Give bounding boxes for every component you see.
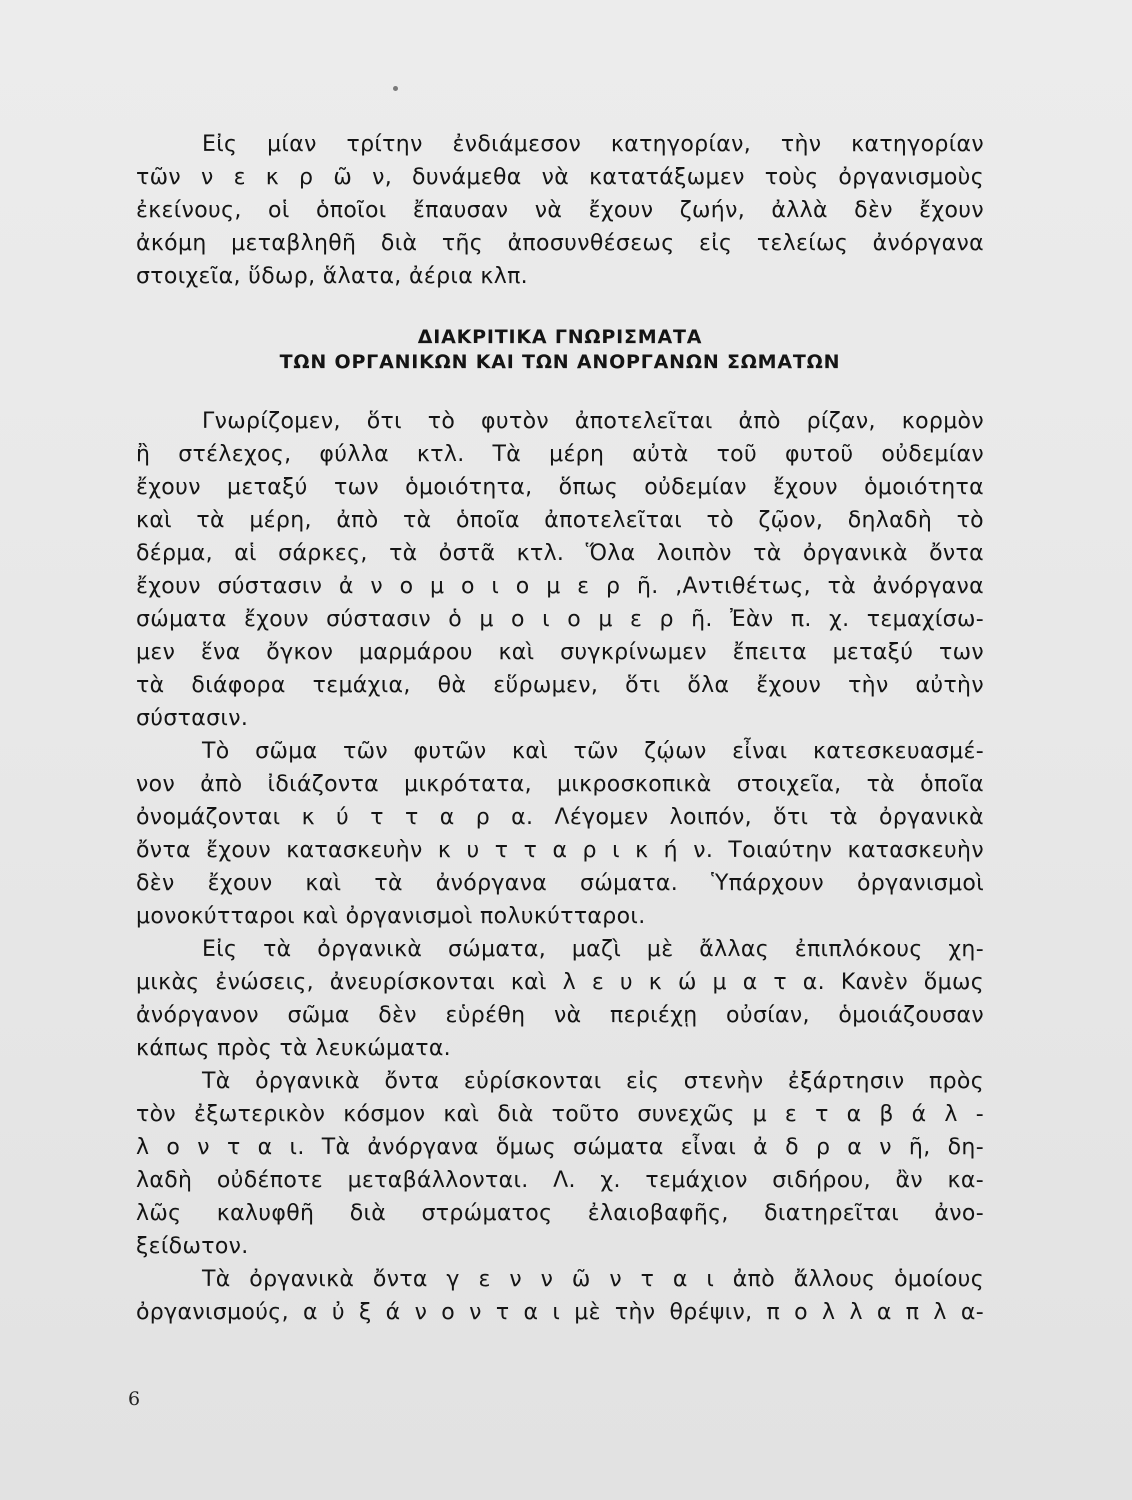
body-line: μεν ἕνα ὄγκον μαρμάρου καὶ συγκρίνωμεν ἔπειτα μεταξύ των	[136, 640, 984, 665]
body-line: μονοκύτταροι καὶ ὀργανισμοὶ πολυκύτταροι.	[136, 904, 646, 929]
body-line: Τὰ ὀργανικὰ ὄντα γ ε ν ν ῶ ν τ α ι ἀπὸ ἄλλους ὁμοίους	[202, 1267, 984, 1292]
body-line: νον ἀπὸ ἰδιάζοντα μικρότατα, μικροσκοπικὰ στοιχεῖα, τὰ ὁποῖα	[136, 772, 984, 797]
body-line: κάπως πρὸς τὰ λευκώματα.	[136, 1036, 452, 1061]
body-line: Τὰ ὀργανικὰ ὄντα εὑρίσκονται εἰς στενὴν ἐξάρτησιν πρὸς	[202, 1069, 984, 1094]
body-line: ἀνόργανον σῶμα δὲν εὑρέθη νὰ περιέχῃ οὐσίαν, ὁμοιάζουσαν	[136, 1003, 984, 1028]
body-line: λ ο ν τ α ι. Τὰ ἀνόργανα ὅμως σώματα εἶναι ἀ δ ρ α ν ῆ, δη-	[136, 1135, 984, 1160]
body-line: ἔχουν σύστασιν ἀ ν ο μ ο ι ο μ ε ρ ῆ. ,Αντιθέτως, τὰ ἀνόργανα	[136, 574, 984, 599]
body-line: μικὰς ἐνώσεις, ἀνευρίσκονται καὶ λ ε υ κ ώ μ α τ α. Κανὲν ὅμως	[136, 970, 984, 995]
body-line: ξείδωτον.	[136, 1234, 249, 1259]
section-heading-line-2: ΤΩΝ ΟΡΓΑΝΙΚΩΝ ΚΑΙ ΤΩΝ ΑΝΟΡΓΑΝΩΝ ΣΩΜΑΤΩΝ	[279, 351, 841, 373]
body-line: λαδὴ οὐδέποτε μεταβάλλονται. Λ. χ. τεμάχιον σιδήρου, ἂν κα-	[136, 1168, 984, 1193]
body-line: τὰ διάφορα τεμάχια, θὰ εὕρωμεν, ὅτι ὅλα ἔχουν τὴν αὐτὴν	[136, 673, 984, 698]
body-line: ὀνομάζονται κ ύ τ τ α ρ α. Λέγομεν λοιπόν, ὅτι τὰ ὀργανικὰ	[136, 805, 984, 830]
intro-line: ἐκείνους, οἱ ὁποῖοι ἔπαυσαν νὰ ἔχουν ζωήν, ἀλλὰ δὲν ἔχουν	[136, 198, 984, 223]
body-line: σώματα ἔχουν σύστασιν ὁ μ ο ι ο μ ε ρ ῆ. Ἐὰν π. χ. τεμαχίσω-	[136, 607, 984, 632]
body-line: ὀργανισμούς, α ὐ ξ ά ν ο ν τ α ι μὲ τὴν θρέψιν, π ο λ λ α π λ α-	[136, 1300, 984, 1325]
body-line: δέρμα, αἱ σάρκες, τὰ ὀστᾶ κτλ. Ὅλα λοιπὸν τὰ ὀργανικὰ ὄντα	[136, 541, 984, 566]
body-line: σύστασιν.	[136, 706, 249, 731]
body-line: καὶ τὰ μέρη, ἀπὸ τὰ ὁποῖα ἀποτελεῖται τὸ ζῷον, δηλαδὴ τὸ	[136, 508, 984, 533]
page-number: 6	[128, 1388, 141, 1410]
body-line: Γνωρίζομεν, ὅτι τὸ φυτὸν ἀποτελεῖται ἀπὸ ρίζαν, κορμὸν	[202, 409, 984, 434]
body-line: ἢ στέλεχος, φύλλα κτλ. Τὰ μέρη αὐτὰ τοῦ φυτοῦ οὐδεμίαν	[136, 442, 984, 467]
section-heading-line-1: ΔΙΑΚΡΙΤΙΚΑ ΓΝΩΡΙΣΜΑΤΑ	[417, 326, 703, 348]
intro-line: Εἰς μίαν τρίτην ἐνδιάμεσον κατηγορίαν, τὴν κατηγορίαν	[202, 132, 984, 157]
page-text	[136, 128, 984, 1329]
body-line: τὸν ἐξωτερικὸν κόσμον καὶ διὰ τοῦτο συνεχῶς μ ε τ α β ά λ -	[136, 1102, 984, 1127]
intro-line: στοιχεῖα, ὕδωρ, ἅλατα, ἀέρια κλπ.	[136, 264, 529, 289]
body-line: Εἰς τὰ ὀργανικὰ σώματα, μαζὶ μὲ ἄλλας ἐπιπλόκους χη-	[202, 937, 984, 962]
body-line: ἔχουν μεταξύ των ὁμοιότητα, ὅπως οὐδεμίαν ἔχουν ὁμοιότητα	[136, 475, 984, 500]
body-line: δὲν ἔχουν καὶ τὰ ἀνόργανα σώματα. Ὑπάρχουν ὀργανισμοὶ	[136, 871, 984, 896]
body-line: ὄντα ἔχουν κατασκευὴν κ υ τ τ α ρ ι κ ή ν. Τοιαύτην κατασκευὴν	[136, 838, 984, 863]
body-line: Τὸ σῶμα τῶν φυτῶν καὶ τῶν ζῴων εἶναι κατεσκευασμέ-	[202, 739, 984, 764]
body-line: λῶς καλυφθῆ διὰ στρώματος ἐλαιοβαφῆς, διατηρεῖται ἀνο-	[136, 1201, 984, 1226]
intro-line: ἀκόμη μεταβληθῆ διὰ τῆς ἀποσυνθέσεως εἰς τελείως ἀνόργανα	[136, 231, 984, 256]
intro-line: τῶν ν ε κ ρ ῶ ν, δυνάμεθα νὰ κατατάξωμεν τοὺς ὀργανισμοὺς	[136, 165, 984, 190]
ink-speck	[393, 86, 398, 91]
